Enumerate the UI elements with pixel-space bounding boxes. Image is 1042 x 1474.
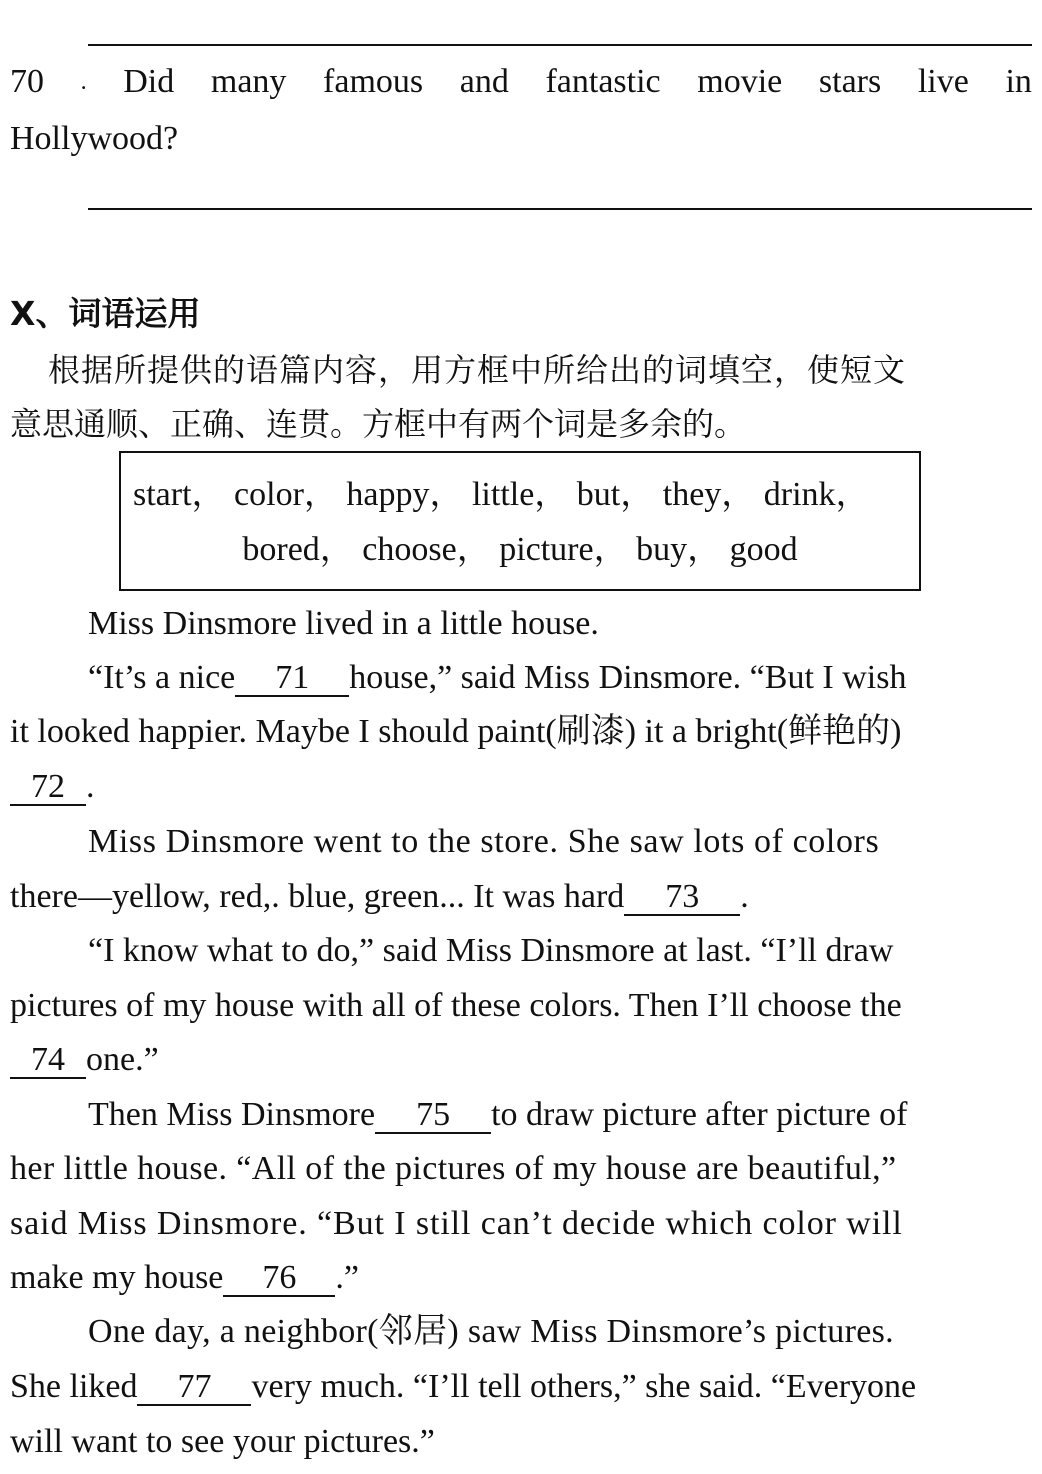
question-word: and [459,63,509,100]
question-word: movie [697,63,783,100]
passage-line: Miss Dinsmore lived in a little house. [88,605,599,642]
blank-73[interactable]: 73 [624,880,740,916]
passage-line: “I know what to do,” said Miss Dinsmore at last. “I’ll draw [88,932,894,969]
passage-line: One day, a neighbor(邻居) saw Miss Dinsmore’s pictures. [88,1313,894,1350]
question-70-line1 [10,62,1032,102]
section-title: X、词语运用 [10,294,201,333]
question-word: many [210,63,287,100]
blank-71[interactable]: 71 [235,661,349,697]
question-70-line2: Hollywood? [10,120,179,157]
blank-76[interactable]: 76 [223,1261,335,1297]
question-word: live [917,63,969,100]
blank-75[interactable]: 75 [375,1098,491,1134]
blank-72[interactable]: 72 [10,770,86,806]
passage-line: said Miss Dinsmore. “But I still can’t decide which color will [10,1205,903,1242]
question-word: in [1005,63,1032,100]
question-number: 70 [10,63,44,100]
passage-line: 72 . [10,767,1032,807]
question-word: Did [123,63,175,100]
passage-line: her little house. “All of the pictures of my house are beautiful,” [10,1150,897,1187]
passage-line: “It’s a nice 71 house,” said Miss Dinsmore. “But I wish [88,659,907,696]
blank-77[interactable]: 77 [137,1370,251,1406]
word-box-row-1: start， color， happy， little， but， they， drink， [133,476,870,513]
passage-line: it looked happier. Maybe I should paint(刷漆) it a bright(鲜艳的) [10,713,902,750]
passage-line: pictures of my house with all of these colors. Then I’ll choose the [10,987,902,1024]
question-word: famous [323,63,424,100]
question-word: fantastic [545,63,661,100]
passage-line: Miss Dinsmore went to the store. She saw lots of colors [88,823,880,860]
word-box-row-2: bored， choose， picture， buy， good [242,531,798,568]
answer-line-69 [88,44,1032,46]
instruction-line-1: 根据所提供的语篇内容，用方框中所给出的词填空，使短文 [48,351,907,389]
instruction-line-2: 意思通顺、正确、连贯。方框中有两个词是多余的。 [10,405,747,443]
passage-line: will want to see your pictures.” [10,1423,435,1460]
answer-line-70[interactable] [88,208,1032,210]
blank-74[interactable]: 74 [10,1043,86,1079]
question-dot: . [80,69,87,95]
word-box [119,451,921,591]
passage-line: She liked 77 very much. “I’ll tell others,” she said. “Everyone [10,1368,917,1405]
passage-line: there—yellow, red,. blue, green... It was hard 73 . [10,878,749,915]
question-word: stars [818,63,882,100]
passage-line: make my house 76 .” [10,1259,359,1296]
passage-line: Then Miss Dinsmore 75 to draw picture after picture of [88,1096,908,1133]
passage-line: 74 one.” [10,1040,1032,1080]
